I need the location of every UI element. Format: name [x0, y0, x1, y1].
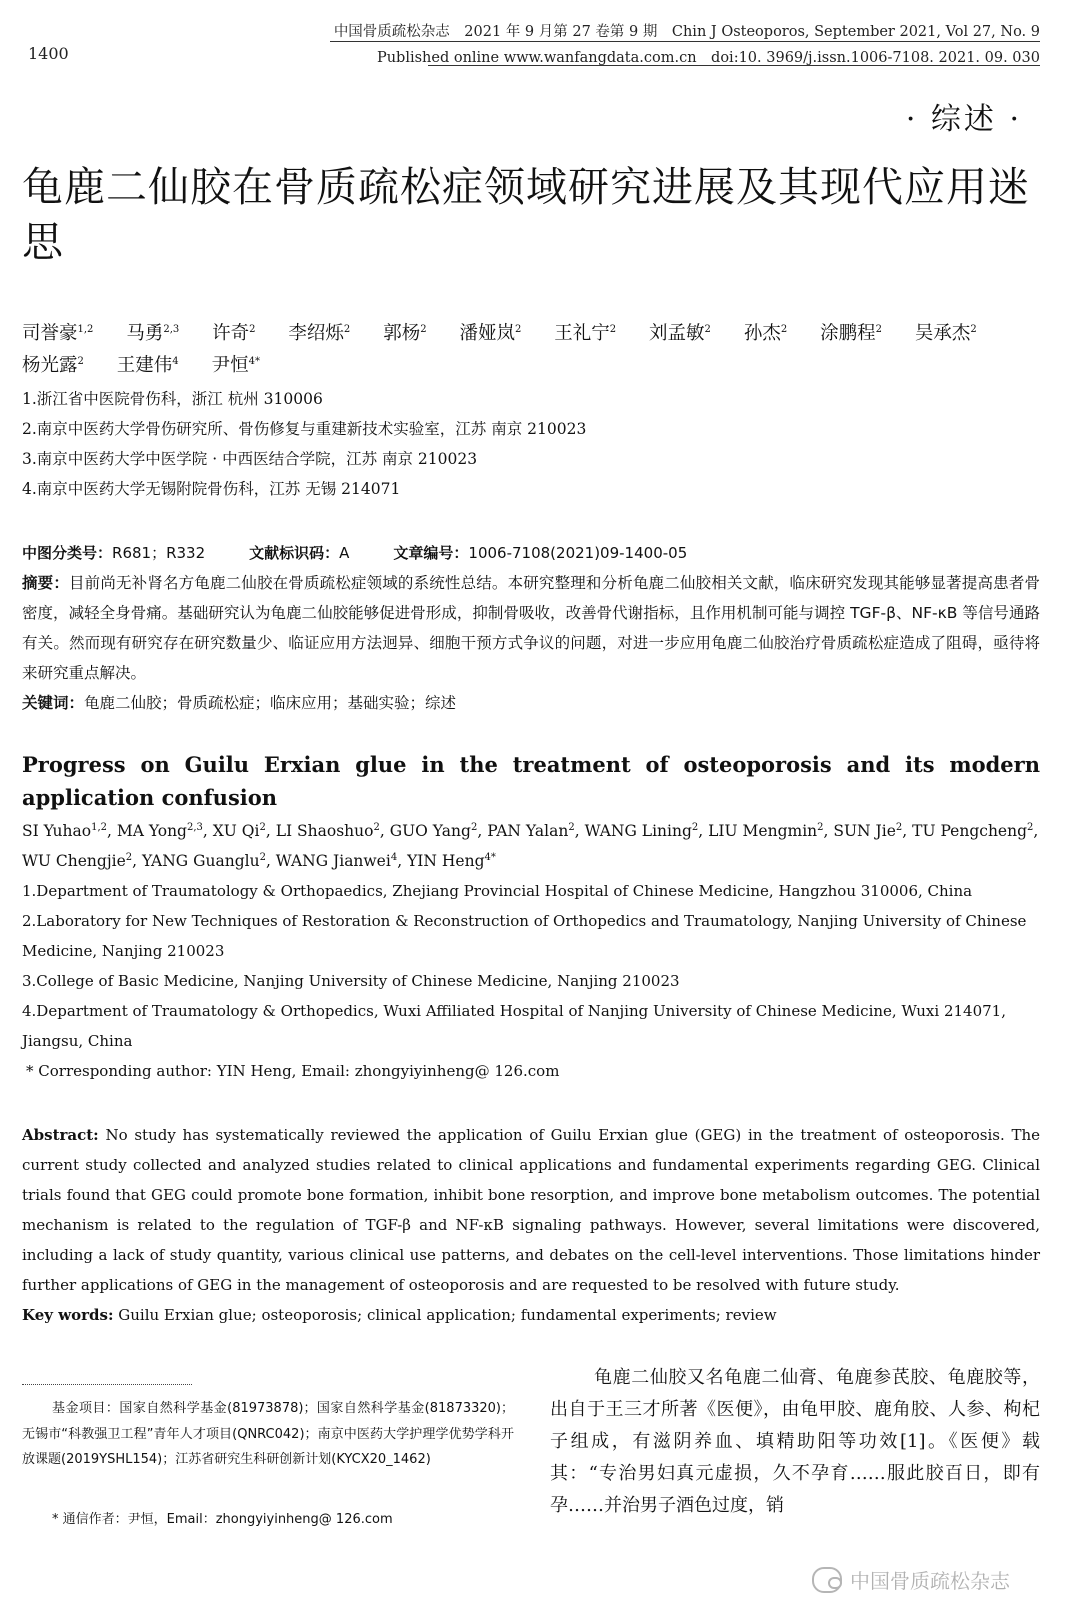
author-name: YANG Guanglu: [142, 852, 260, 870]
author-name: 司誉豪: [22, 323, 78, 344]
author: [142, 852, 266, 870]
author: [276, 822, 380, 840]
author-name: 杨光露: [22, 355, 78, 376]
author-affiliation-mark: 4*: [484, 851, 496, 863]
keywords-zh: [22, 688, 1040, 718]
author: [407, 852, 496, 870]
author: [820, 323, 882, 344]
keywords-en: [22, 1300, 1040, 1330]
author: [288, 323, 350, 344]
author-name: 郭杨: [383, 323, 421, 344]
author-name: XU Qi: [212, 822, 260, 840]
author: [117, 822, 203, 840]
author-name: 孙杰: [743, 323, 781, 344]
header-rule: [330, 41, 1040, 42]
clc-label: 中图分类号：: [22, 544, 113, 562]
author-name: YIN Heng: [407, 852, 485, 870]
title-zh: 龟鹿二仙胶在骨质疏松症领域研究进展及其现代应用迷思: [22, 163, 1030, 266]
author-affiliation-mark: 4: [172, 355, 179, 367]
author-affiliation-mark: 2: [420, 323, 427, 335]
author-name: WANG Jianwei: [275, 852, 391, 870]
author-affiliation-mark: 2: [470, 821, 478, 833]
wechat-watermark: [812, 1565, 1010, 1594]
author: [585, 822, 699, 840]
author-name: LI Shaoshuo: [275, 822, 374, 840]
author-name: TU Pengcheng: [912, 822, 1028, 840]
author-affiliation-mark: 2,3: [186, 821, 203, 833]
abstract-en-label: Abstract:: [22, 1126, 99, 1144]
author: [554, 323, 616, 344]
author-affiliation-mark: 2: [568, 821, 575, 833]
author-affiliation-mark: 2: [125, 851, 133, 863]
author: [833, 822, 902, 840]
page-number: 1400: [28, 44, 69, 63]
author-name: 王礼宁: [554, 323, 610, 344]
footnote-rule: [22, 1384, 192, 1385]
author-affiliation-mark: 2: [249, 323, 256, 335]
author: [912, 822, 1033, 840]
author: [649, 323, 711, 344]
author-name: WU Chengjie: [22, 852, 126, 870]
article-no-value: 1006-7108(2021)09-1400-05: [468, 544, 688, 562]
affiliation-zh-3: 3.南京中医药大学中医学院 · 中西医结合学院，江苏 南京 210023: [22, 450, 478, 468]
author-affiliation-mark: 2: [514, 323, 522, 335]
funding-footnote: 基金项目：国家自然科学基金(81973878)；国家自然科学基金(81873320)；无锡市“科教强卫工程”青年人才项目(QNRC042)；南京中医药大学护理学优势学科开放课题(2019YSHL154)；江苏省研究生科研创新计划(KYCX20_1462): [22, 1401, 514, 1467]
journal-citation-line: 中国骨质疏松杂志 2021 年 9 月第 27 卷第 9 期 Chin J Osteoporos, September 2021, Vol 27, No. 9: [333, 24, 1040, 40]
author: [22, 852, 132, 870]
author-affiliation-mark: 2: [895, 821, 903, 833]
author: [459, 323, 521, 344]
author-affiliation-mark: 1,2: [91, 821, 107, 833]
corresponding-author-zh: * 通信作者：尹恒，Email：zhongyiyinheng@ 126.com: [52, 1512, 393, 1527]
authors-zh: [22, 318, 1044, 382]
affiliation-zh-1: 1.浙江省中医院骨伤科，浙江 杭州 310006: [22, 390, 323, 408]
author: [708, 822, 823, 840]
affiliation-en-1: 1.Department of Traumatology & Orthopaedics, Zhejiang Provincial Hospital of Chinese Medicine, Hangzhou 310006, China: [22, 882, 973, 900]
body-paragraph: 龟鹿二仙胶又名龟鹿二仙膏、龟鹿参芪胶、龟鹿胶等，出自于王三才所著《医便》，由龟甲胶、鹿角胶、人参、枸杞子组成，有滋阴养血、填精助阳等功效[1]。《医便》载其：“专治男妇真元虚损，久不孕育……服此胶百日，即有孕……并治男子酒色过度，销: [550, 1367, 1040, 1516]
author-affiliation-mark: 2,3: [163, 323, 180, 335]
author-name: 马勇: [126, 323, 164, 344]
author-affiliation-mark: 2: [77, 355, 84, 367]
affiliation-zh-4: 4.南京中医药大学无锡附院骨伤科，江苏 无锡 214071: [22, 480, 401, 498]
author-affiliation-mark: 2: [259, 821, 266, 833]
author-affiliation-mark: 2: [691, 821, 699, 833]
author: [212, 323, 255, 344]
author-name: 王建伟: [116, 355, 173, 376]
author-affiliation-mark: 4: [390, 851, 398, 863]
abstract-zh-label: 摘要：: [22, 574, 69, 592]
doi-line: Published online www.wanfangdata.com.cn doi:10. 3969/j.issn.1006-7108. 2021. 09. 030: [376, 50, 1040, 66]
author-affiliation-mark: 2: [609, 323, 617, 335]
author-affiliation-mark: 2: [259, 851, 266, 863]
corresponding-author-en: * Corresponding author: YIN Heng, Email: zhongyiyinheng@ 126.com: [26, 1062, 560, 1080]
author-name: GUO Yang: [389, 822, 471, 840]
affiliation-en-2: 2.Laboratory for New Techniques of Restoration & Reconstruction of Orthopedics and Traumatology, Nanjing University of Chinese Medicine, Nanjing 210023: [22, 912, 1027, 960]
author-name: PAN Yalan: [487, 822, 569, 840]
author-affiliation-mark: 2: [875, 323, 882, 335]
wechat-icon: [812, 1567, 842, 1593]
author-affiliation-mark: 2: [704, 323, 711, 335]
author: [22, 355, 84, 376]
author: [383, 323, 426, 344]
abstract-zh: [22, 568, 1040, 688]
author-name: SUN Jie: [833, 822, 896, 840]
author-name: LIU Mengmin: [708, 822, 818, 840]
author-name: 尹恒: [211, 355, 249, 376]
clc-value: R681；R332: [112, 544, 206, 562]
classification-meta: [22, 538, 1044, 568]
author: [22, 822, 107, 840]
section-label: · 综述 ·: [905, 102, 1022, 137]
author-affiliation-mark: 2: [817, 821, 824, 833]
author: [276, 852, 397, 870]
keywords-en-text: Guilu Erxian glue; osteoporosis; clinical application; fundamental experiments; review: [118, 1306, 777, 1324]
keywords-zh-text: 龟鹿二仙胶；骨质疏松症；临床应用；基础实验；综述: [84, 694, 457, 712]
author: [213, 822, 266, 840]
authors-en: SI Yuhao$^{1,2}$, MA Yong$^{2,3}$, XU Qi$^2$, LI Shaoshuo$^2$, GUO Yang$^2$, PAN Yalan$^2$, WANG Lining$^2$, LIU Mengmin$^2$, SUN Jie$^2$, TU Pengcheng$^2$, WU Chengjie$^2$, YANG Guanglu$^2$, WANG Jianwei$^4$, YIN Heng$^{4*}$: [22, 821, 1039, 870]
author-affiliation-mark: 1,2: [77, 323, 94, 335]
author: [390, 822, 478, 840]
author-name: 吴承杰: [914, 323, 971, 344]
author: [117, 355, 179, 376]
author-name: 李绍烁: [288, 323, 344, 344]
keywords-zh-label: 关键词：: [22, 694, 85, 712]
abstract-en-text: No study has systematically reviewed the application of Guilu Erxian glue (GEG) in the treatment of osteoporosis. The current study collected and analyzed studies related to clinical applications and fundamental experiments regarding GEG. Clinical trials found that GEG could promote bone formation, inhibit bone resorption, and improve bone metabolism outcomes. The potential mechanism is related to the regulation of TGF-β and NF-κB signaling pathways. However, several limitations were discovered, including a lack of study quantity, various clinical use patterns, and debates on the cell-level interventions. Those limitations hinder further applications of GEG in the management of osteoporosis and are requested to be resolved with future study.: [22, 1126, 1040, 1294]
author-affiliation-mark: 4*: [248, 355, 260, 367]
author-affiliation-mark: 2: [1027, 821, 1034, 833]
author-name: MA Yong: [116, 822, 187, 840]
author-name: 潘娅岚: [459, 323, 515, 344]
author: [744, 323, 787, 344]
author-name: 许奇: [212, 323, 250, 344]
keywords-en-label: Key words:: [22, 1306, 114, 1324]
author: [126, 323, 179, 344]
affiliation-zh-2: 2.南京中医药大学骨伤研究所、骨伤修复与重建新技术实验室，江苏 南京 210023: [22, 420, 587, 438]
author-affiliation-mark: 2: [343, 323, 351, 335]
abstract-zh-text: 目前尚无补肾名方龟鹿二仙胶在骨质疏松症领域的系统性总结。本研究整理和分析龟鹿二仙胶相关文献，临床研究发现其能够显著提高患者骨密度，减轻全身骨痛。基础研究认为龟鹿二仙胶能够促进骨形成，抑制骨吸收，改善骨代谢指标，且作用机制可能与调控 TGF-β、NF-κB 等信号通路有关。然而现有研究存在研究数量少、临证应用方法迥异、细胞干预方式争议的问题，对进一步应用龟鹿二仙胶治疗骨质疏松症造成了阻碍，亟待将来研究重点解决。: [22, 574, 1040, 682]
header-rule-2: [428, 65, 1040, 66]
author-affiliation-mark: 2: [373, 821, 380, 833]
watermark-text: 中国骨质疏松杂志: [850, 1569, 1010, 1593]
affiliation-en-3: 3.College of Basic Medicine, Nanjing University of Chinese Medicine, Nanjing 210023: [22, 972, 680, 990]
author-name: 涂鹏程: [820, 323, 876, 344]
title-en: Progress on Guilu Erxian glue in the treatment of osteoporosis and its modern application confusion: [22, 752, 1040, 810]
author-affiliation-mark: 2: [780, 323, 788, 335]
doc-code-value: A: [339, 544, 350, 562]
doc-code-label: 文献标识码：: [249, 544, 340, 562]
author-affiliation-mark: 2: [970, 323, 977, 335]
abstract-en: [22, 1120, 1040, 1300]
author: [487, 822, 575, 840]
author-name: SI Yuhao: [22, 822, 92, 840]
author: [915, 323, 977, 344]
author: [212, 355, 260, 376]
article-no-label: 文章编号：: [393, 544, 469, 562]
affiliation-en-4: 4.Department of Traumatology & Orthopedics, Wuxi Affiliated Hospital of Nanjing University of Chinese Medicine, Wuxi 214071, Jiangsu, China: [22, 1002, 1006, 1050]
author-name: WANG Lining: [584, 822, 692, 840]
author-name: 刘孟敏: [649, 323, 705, 344]
author: [22, 323, 93, 344]
